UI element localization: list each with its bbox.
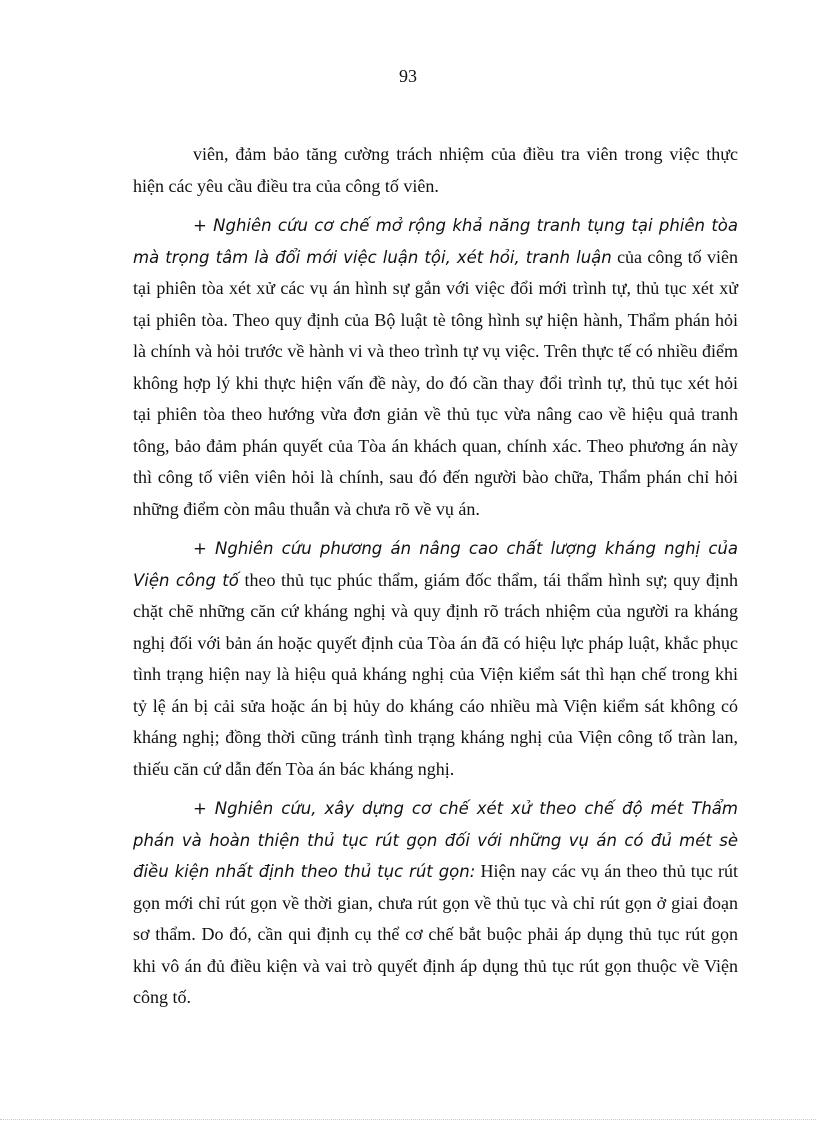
paragraph [133, 533, 738, 785]
italic-heading: + Nghiên cứu cơ chế mở rộng khả năng tranh tụng tại phiên tòa mà trọng tâm là đổi mới việc luận tội, xét hỏi, tranh luận [133, 216, 738, 267]
page-number: 93 [399, 66, 417, 86]
document-body [133, 139, 738, 1022]
page-bottom-divider [0, 1119, 816, 1120]
paragraph [133, 210, 738, 525]
paragraph [133, 139, 738, 202]
paragraph-text: theo thủ tục phúc thẩm, giám đốc thẩm, tái thẩm hình sự; quy định chặt chẽ những căn cứ kháng nghị và quy định rõ trách nhiệm của người ra kháng nghị đối với bản án hoặc quyết định của Tòa án đã có hiệu lực pháp luật, khắc phục tình trạng hiện nay là hiệu quả kháng nghị của Viện kiểm sát thì hạn chế trong khi tỷ lệ án bị cải sửa hoặc án bị hủy do kháng cáo nhiều mà Viện kiểm sát không có kháng nghị; đồng thời cũng tránh tình trạng kháng nghị của Viện công tố tràn lan, thiếu căn cứ dẫn đến Tòa án bác kháng nghị. [133, 569, 738, 779]
paragraph-text: Hiện nay các vụ án theo thủ tục rút gọn mới chỉ rút gọn về thời gian, chưa rút gọn về thủ tục và chỉ rút gọn ở giai đoạn sơ thẩm. Do đó, cần qui định cụ thể cơ chế bắt buộc phải áp dụng thủ tục rút gọn khi vô án đủ điều kiện và vai trò quyết định áp dụng thủ tục rút gọn thuộc về Viện công tố. [133, 861, 738, 1007]
paragraph-text: của công tố viên tại phiên tòa xét xử các vụ án hình sự gắn với việc đổi mới trình tự, thủ tục xét xử tại phiên tòa. Theo quy định của Bộ luật tè tông hình sự hiện hành, Thẩm phán hỏi là chính và hỏi trước về hành vi và theo trình tự vụ việc. Trên thực tế có nhiều điểm không hợp lý khi thực hiện vấn đề này, do đó cần thay đổi trình tự, thủ tục xét hỏi tại phiên tòa theo hướng vừa đơn giản về thủ tục vừa nâng cao về hiệu quả tranh tông, bảo đảm phán quyết của Tòa án khách quan, chính xác. Theo phương án này thì công tố viên viên hỏi là chính, sau đó đến người bào chữa, Thẩm phán chỉ hỏi những điểm còn mâu thuẫn và chưa rõ về vụ án. [133, 246, 738, 519]
italic-heading: + Nghiên cứu phương án nâng cao chất lượng kháng nghị của Viện công tố [133, 539, 738, 590]
paragraph-text: viên, đảm bảo tăng cường trách nhiệm của điều tra viên trong việc thực hiện các yêu cầu điều tra của công tố viên. [133, 144, 738, 196]
italic-heading: + Nghiên cứu, xây dựng cơ chế xét xử theo chế độ mét Thẩm phán và hoàn thiện thủ tục rút gọn đối với những vụ án có đủ mét sè điều kiện nhất định theo thủ tục rút gọn: [133, 799, 738, 881]
paragraph [133, 793, 738, 1014]
